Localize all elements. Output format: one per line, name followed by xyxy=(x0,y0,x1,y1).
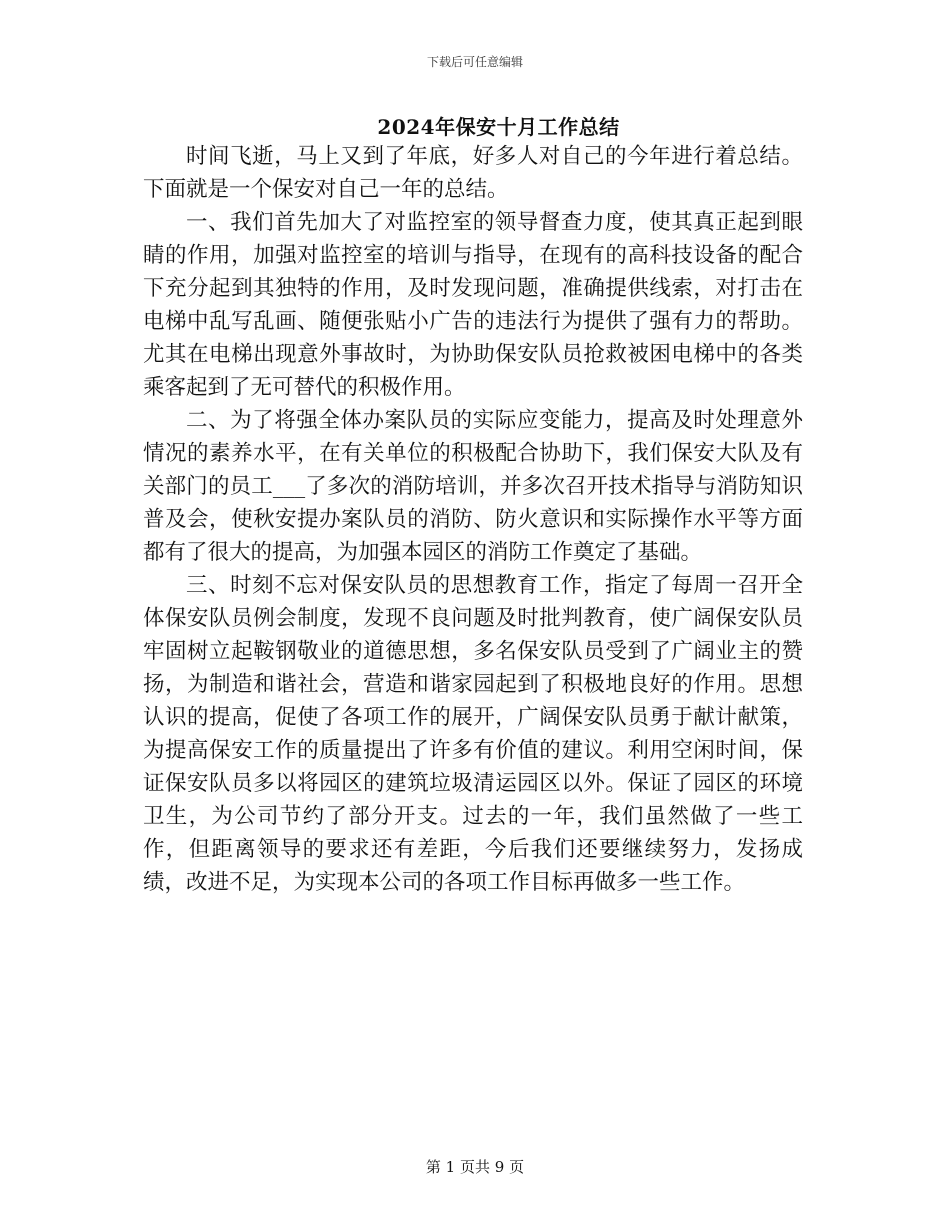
page-indicator: 第 1 页共 9 页 xyxy=(425,1158,525,1176)
paragraph-intro: 时间飞逝，马上又到了年底，好多人对自己的今年进行着总结。下面就是一个保安对自己一年的总结。 xyxy=(143,144,803,202)
paragraph-3: 三、时刻不忘对保安队员的思想教育工作，指定了每周一召开全体保安队员例会制度，发现不良问题及时批判教育，使广阔保安队员牢固树立起鞍钢敬业的道德思想，多名保安队员受到了广阔业主的赞扬，为制造和谐社会，营造和谐家园起到了积极地良好的作用。思想认识的提高，促使了各项工作的展开，广阔保安队员勇于献计献策，为提高保安工作的质量提出了许多有价值的建议。利用空闲时间，保证保安队员多以将园区的建筑垃圾清运园区以外。保证了园区的环境卫生，为公司节约了部分开支。过去的一年，我们虽然做了一些工作，但距离领导的要求还有差距，今后我们还要继续努力，发扬成绩，改进不足，为实现本公司的各项工作目标再做多一些工作。 xyxy=(143,573,803,895)
paragraph-2: 二、为了将强全体办案队员的实际应变能力，提高及时处理意外情况的素养水平，在有关单位的积极配合协助下，我们保安大队及有关部门的员工___了多次的消防培训，并多次召开技术指导与消防知识普及会，使秋安提办案队员的消防、防火意识和实际操作水平等方面都有了很大的提高，为加强本园区的消防工作奠定了基础。 xyxy=(143,408,803,565)
document-title: 2024年保安十月工作总结 xyxy=(377,115,620,139)
paragraph-1: 一、我们首先加大了对监控室的领导督查力度，使其真正起到眼睛的作用，加强对监控室的培训与指导，在现有的高科技设备的配合下充分起到其独特的作用，及时发现问题，准确提供线索，对打击在电梯中乱写乱画、随便张贴小广告的违法行为提供了强有力的帮助。尤其在电梯出现意外事故时，为协助保安队员抢救被困电梯中的各类乘客起到了无可替代的积极作用。 xyxy=(143,210,803,400)
header-note: 下载后可任意编辑 xyxy=(426,55,523,69)
document-body xyxy=(143,140,803,899)
